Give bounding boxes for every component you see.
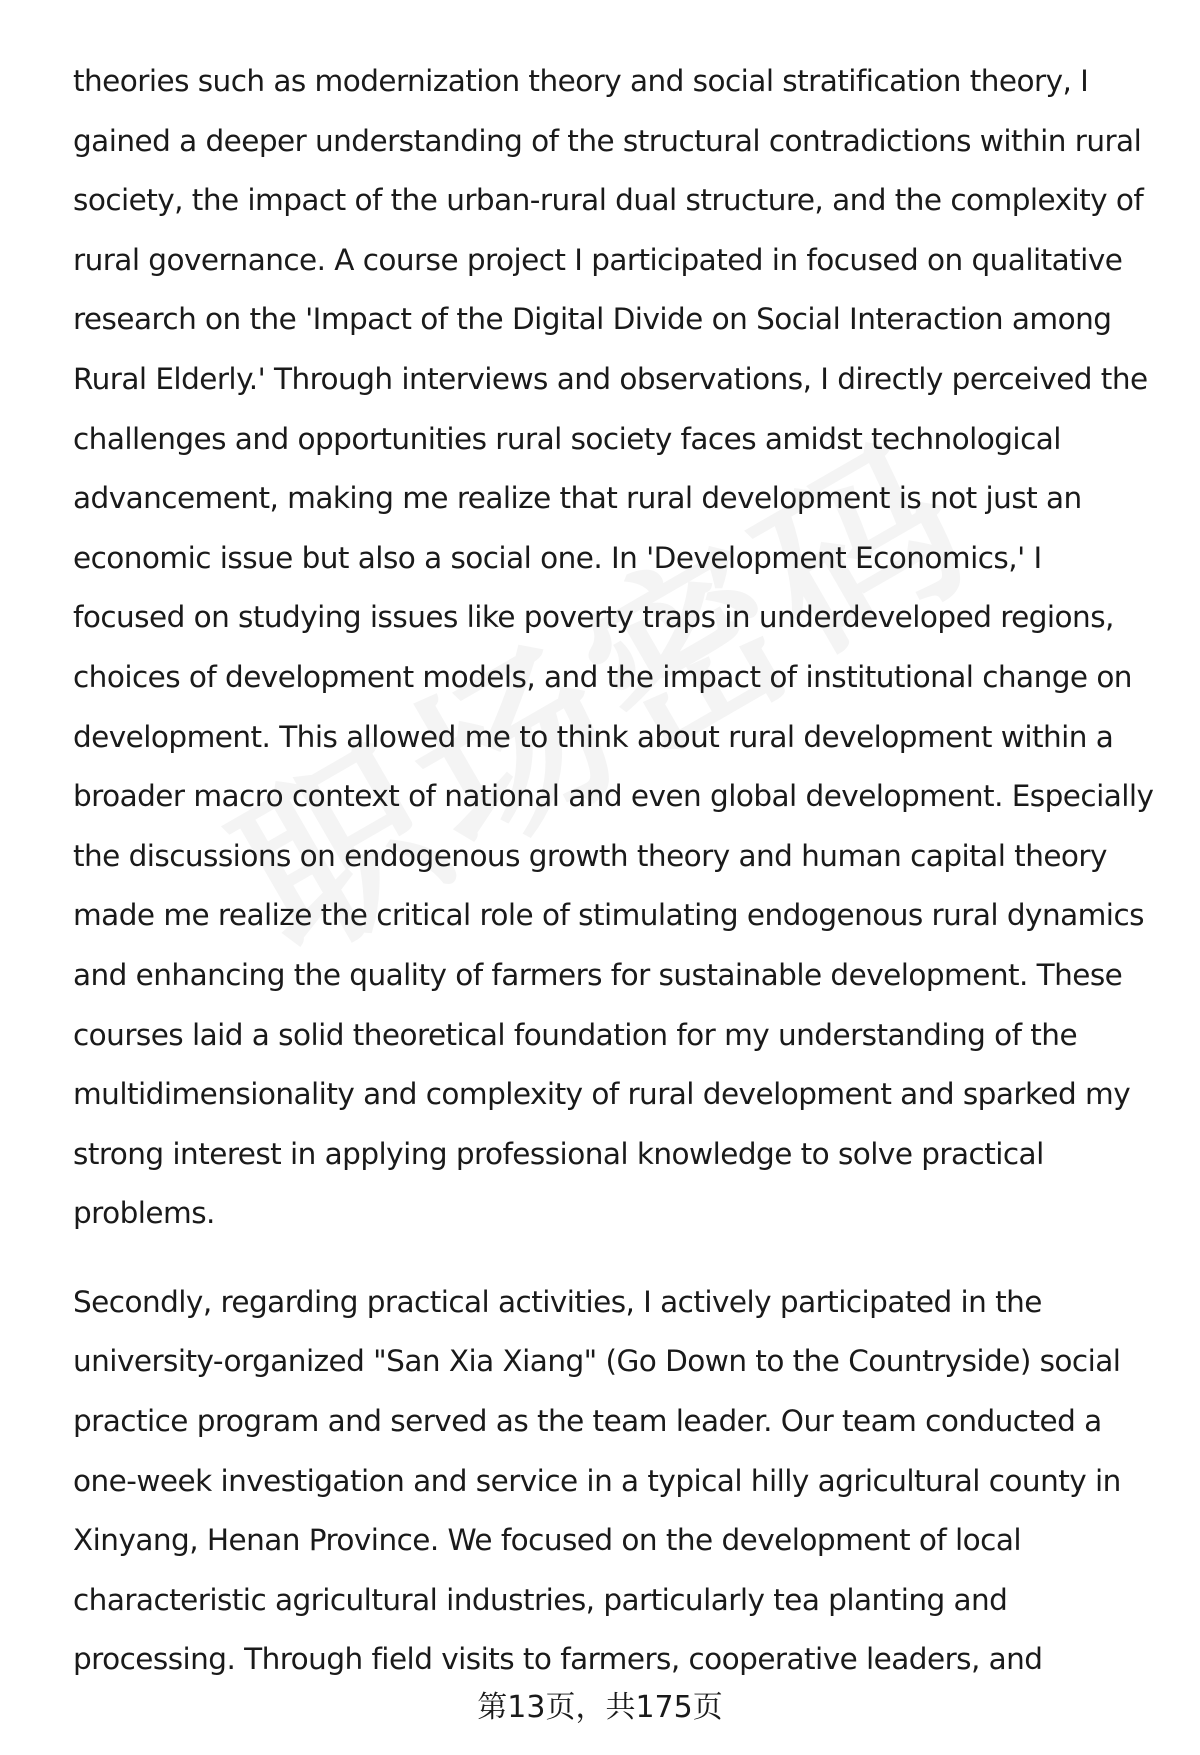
text-line: challenges and opportunities rural society faces amidst technological — [73, 421, 1061, 456]
text-line: university-organized "San Xia Xiang" (Go Down to the Countryside) social — [73, 1344, 1121, 1379]
paragraph — [73, 1273, 1153, 1690]
text-line: focused on studying issues like poverty traps in underdeveloped regions, — [73, 600, 1114, 635]
text-line: problems. — [73, 1196, 215, 1231]
text-line: characteristic agricultural industries, particularly tea planting and — [73, 1582, 1008, 1617]
text-line: multidimensionality and complexity of rural development and sparked my — [73, 1077, 1131, 1112]
text-line: theories such as modernization theory and social stratification theory, I — [73, 64, 1089, 98]
text-line: advancement, making me realize that rural development is not just an — [73, 481, 1082, 516]
text-line: economic issue but also a social one. In 'Development Economics,' I — [73, 540, 1042, 575]
text-line: Rural Elderly.' Through interviews and observations, I directly perceived the — [73, 361, 1148, 396]
text-line: and enhancing the quality of farmers for sustainable development. These — [73, 957, 1123, 992]
text-line: Secondly, regarding practical activities, I actively participated in the — [73, 1284, 1042, 1319]
text-line: rural governance. A course project I participated in focused on qualitative — [73, 242, 1123, 277]
text-line: society, the impact of the urban-rural dual structure, and the complexity of — [73, 183, 1144, 218]
text-line: development. This allowed me to think about rural development within a — [73, 719, 1114, 754]
text-line: broader macro context of national and even global development. Especially — [73, 779, 1154, 814]
text-line: the discussions on endogenous growth theory and human capital theory — [73, 838, 1107, 873]
text-line: courses laid a solid theoretical foundation for my understanding of the — [73, 1017, 1078, 1052]
page-number-footer: 第13页，共175页 — [477, 1690, 723, 1725]
text-line: processing. Through field visits to farmers, cooperative leaders, and — [73, 1642, 1043, 1677]
text-line: one-week investigation and service in a typical hilly agricultural county in — [73, 1463, 1121, 1498]
text-line: strong interest in applying professional knowledge to solve practical — [73, 1136, 1044, 1171]
text-line: Xinyang, Henan Province. We focused on the development of local — [73, 1523, 1021, 1558]
paragraph-spacer — [73, 1244, 1153, 1273]
text-line: choices of development models, and the impact of institutional change on — [73, 659, 1132, 694]
text-line: practice program and served as the team leader. Our team conducted a — [73, 1404, 1102, 1439]
text-line: research on the 'Impact of the Digital Divide on Social Interaction among — [73, 302, 1112, 337]
text-line: made me realize the critical role of stimulating endogenous rural dynamics — [73, 898, 1144, 933]
paragraph — [73, 52, 1153, 1244]
document-body — [73, 52, 1153, 1690]
text-line: gained a deeper understanding of the structural contradictions within rural — [73, 123, 1142, 158]
